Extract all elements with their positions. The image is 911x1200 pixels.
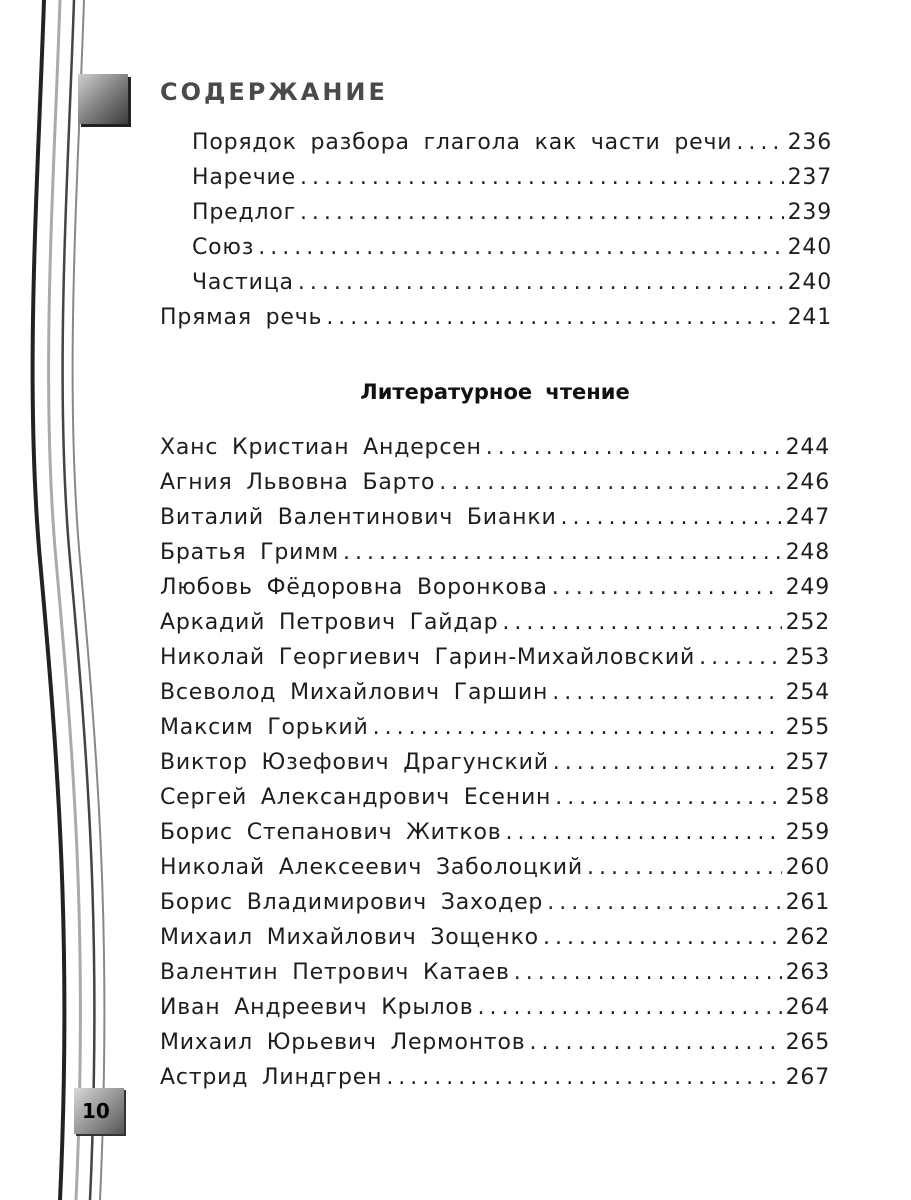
toc-entry (160, 305, 832, 340)
toc-entry-title: Астрид Линдгрен (160, 1065, 383, 1090)
toc-entry-title: Виктор Юзефович Драгунский (160, 750, 549, 775)
toc-entry (160, 270, 832, 305)
toc-entry-page: 265 (785, 1030, 830, 1055)
toc-entry-title: Прямая речь (160, 305, 323, 330)
toc-entry-title: Ханс Кристиан Андерсен (160, 435, 482, 460)
toc-leader-dots (300, 165, 784, 190)
toc-entry (160, 785, 830, 820)
toc-leader-dots (530, 1030, 782, 1055)
toc-leader-dots (561, 505, 782, 530)
toc-entry (160, 610, 830, 645)
toc-entry (160, 645, 830, 680)
toc-entry-title: Всеволод Михайлович Гаршин (160, 680, 549, 705)
toc-entry-title: Борис Степанович Житков (160, 820, 502, 845)
toc-entry-title: Наречие (192, 165, 296, 190)
toc-leader-dots (343, 540, 782, 565)
toc-entry-title: Иван Андреевич Крылов (160, 995, 474, 1020)
toc-leader-dots (373, 715, 782, 740)
toc-leader-dots (699, 645, 782, 670)
heading-square-icon (78, 74, 128, 124)
toc-entry (160, 925, 830, 960)
toc-entry (160, 165, 832, 200)
toc-entry (160, 435, 830, 470)
toc-entry-page: 240 (787, 235, 832, 260)
toc-entry-page: 241 (787, 305, 832, 330)
toc-entry (160, 130, 832, 165)
toc-entry-title: Частица (192, 270, 294, 295)
toc-entry (160, 995, 830, 1030)
toc-entry-title: Борис Владимирович Заходер (160, 890, 544, 915)
toc-entry (160, 855, 830, 890)
toc-entry-page: 239 (787, 200, 832, 225)
toc-entry-title: Порядок разбора глагола как части речи (192, 130, 733, 155)
toc-leader-dots (477, 995, 781, 1020)
toc-entry (160, 470, 830, 505)
toc-entry-title: Николай Георгиевич Гарин-Михайловский (160, 645, 696, 670)
toc-leader-dots (506, 820, 782, 845)
toc-entry-page: 254 (785, 680, 830, 705)
toc-leader-dots (514, 960, 782, 985)
toc-entry (160, 200, 832, 235)
toc-entry (160, 820, 830, 855)
toc-entry-title: Союз (192, 235, 255, 260)
toc-entry-page: 263 (785, 960, 830, 985)
toc-entry (160, 505, 830, 540)
toc-leader-dots (326, 305, 783, 330)
toc-leader-dots (543, 925, 782, 950)
toc-entry-page: 248 (785, 540, 830, 565)
page-number: 10 (82, 1099, 110, 1123)
toc-entry-title: Валентин Петрович Катаев (160, 960, 510, 985)
toc-entry-page: 258 (785, 785, 830, 810)
toc-entry-page: 261 (785, 890, 830, 915)
toc-entry-title: Предлог (192, 200, 296, 225)
toc-entry-page: 244 (785, 435, 830, 460)
toc-upper-list (160, 130, 832, 340)
toc-entry-title: Сергей Александрович Есенин (160, 785, 552, 810)
toc-entry (160, 680, 830, 715)
toc-entry-page: 267 (785, 1065, 830, 1090)
toc-entry-page: 236 (787, 130, 832, 155)
toc-entry (160, 540, 830, 575)
toc-entry (160, 750, 830, 785)
toc-leader-dots (553, 750, 782, 775)
toc-leader-dots (300, 200, 784, 225)
toc-leader-dots (258, 235, 783, 260)
toc-entry (160, 1030, 830, 1065)
toc-entry-page: 249 (785, 575, 830, 600)
toc-entry-title: Виталий Валентинович Бианки (160, 505, 557, 530)
toc-entry (160, 890, 830, 925)
toc-leader-dots (486, 435, 782, 460)
toc-entry (160, 575, 830, 610)
toc-entry-title: Михаил Юрьевич Лермонтов (160, 1030, 526, 1055)
toc-entry-title: Николай Алексеевич Заболоцкий (160, 855, 583, 880)
toc-entry-title: Агния Львовна Барто (160, 470, 436, 495)
toc-leader-dots (386, 1065, 781, 1090)
toc-entry-page: 252 (785, 610, 830, 635)
toc-entry (160, 1065, 830, 1100)
toc-entry (160, 235, 832, 270)
toc-entry-title: Максим Горький (160, 715, 369, 740)
toc-entry-page: 237 (787, 165, 832, 190)
toc-authors-list (160, 435, 830, 1100)
toc-entry (160, 715, 830, 750)
toc-entry-page: 253 (785, 645, 830, 670)
toc-entry-page: 246 (785, 470, 830, 495)
toc-leader-dots (552, 680, 781, 705)
toc-entry-page: 259 (785, 820, 830, 845)
toc-leader-dots (439, 470, 781, 495)
toc-leader-dots (552, 575, 782, 600)
toc-entry-page: 257 (785, 750, 830, 775)
toc-leader-dots (736, 130, 783, 155)
toc-entry-page: 255 (785, 715, 830, 740)
toc-entry-page: 264 (785, 995, 830, 1020)
toc-leader-dots (298, 270, 784, 295)
page-title: СОДЕРЖАНИЕ (160, 78, 388, 106)
toc-entry-title: Михаил Михайлович Зощенко (160, 925, 539, 950)
toc-entry-page: 262 (785, 925, 830, 950)
toc-entry-title: Любовь Фёдоровна Воронкова (160, 575, 548, 600)
toc-leader-dots (587, 855, 782, 880)
toc-entry-page: 247 (785, 505, 830, 530)
decorative-wave-lines (0, 0, 140, 1200)
toc-entry-page: 260 (785, 855, 830, 880)
toc-entry-page: 240 (787, 270, 832, 295)
toc-entry (160, 960, 830, 995)
toc-entry-title: Аркадий Петрович Гайдар (160, 610, 499, 635)
toc-leader-dots (555, 785, 781, 810)
toc-leader-dots (547, 890, 781, 915)
toc-entry-title: Братья Гримм (160, 540, 340, 565)
toc-leader-dots (502, 610, 781, 635)
section-title: Литературное чтение (360, 380, 630, 404)
